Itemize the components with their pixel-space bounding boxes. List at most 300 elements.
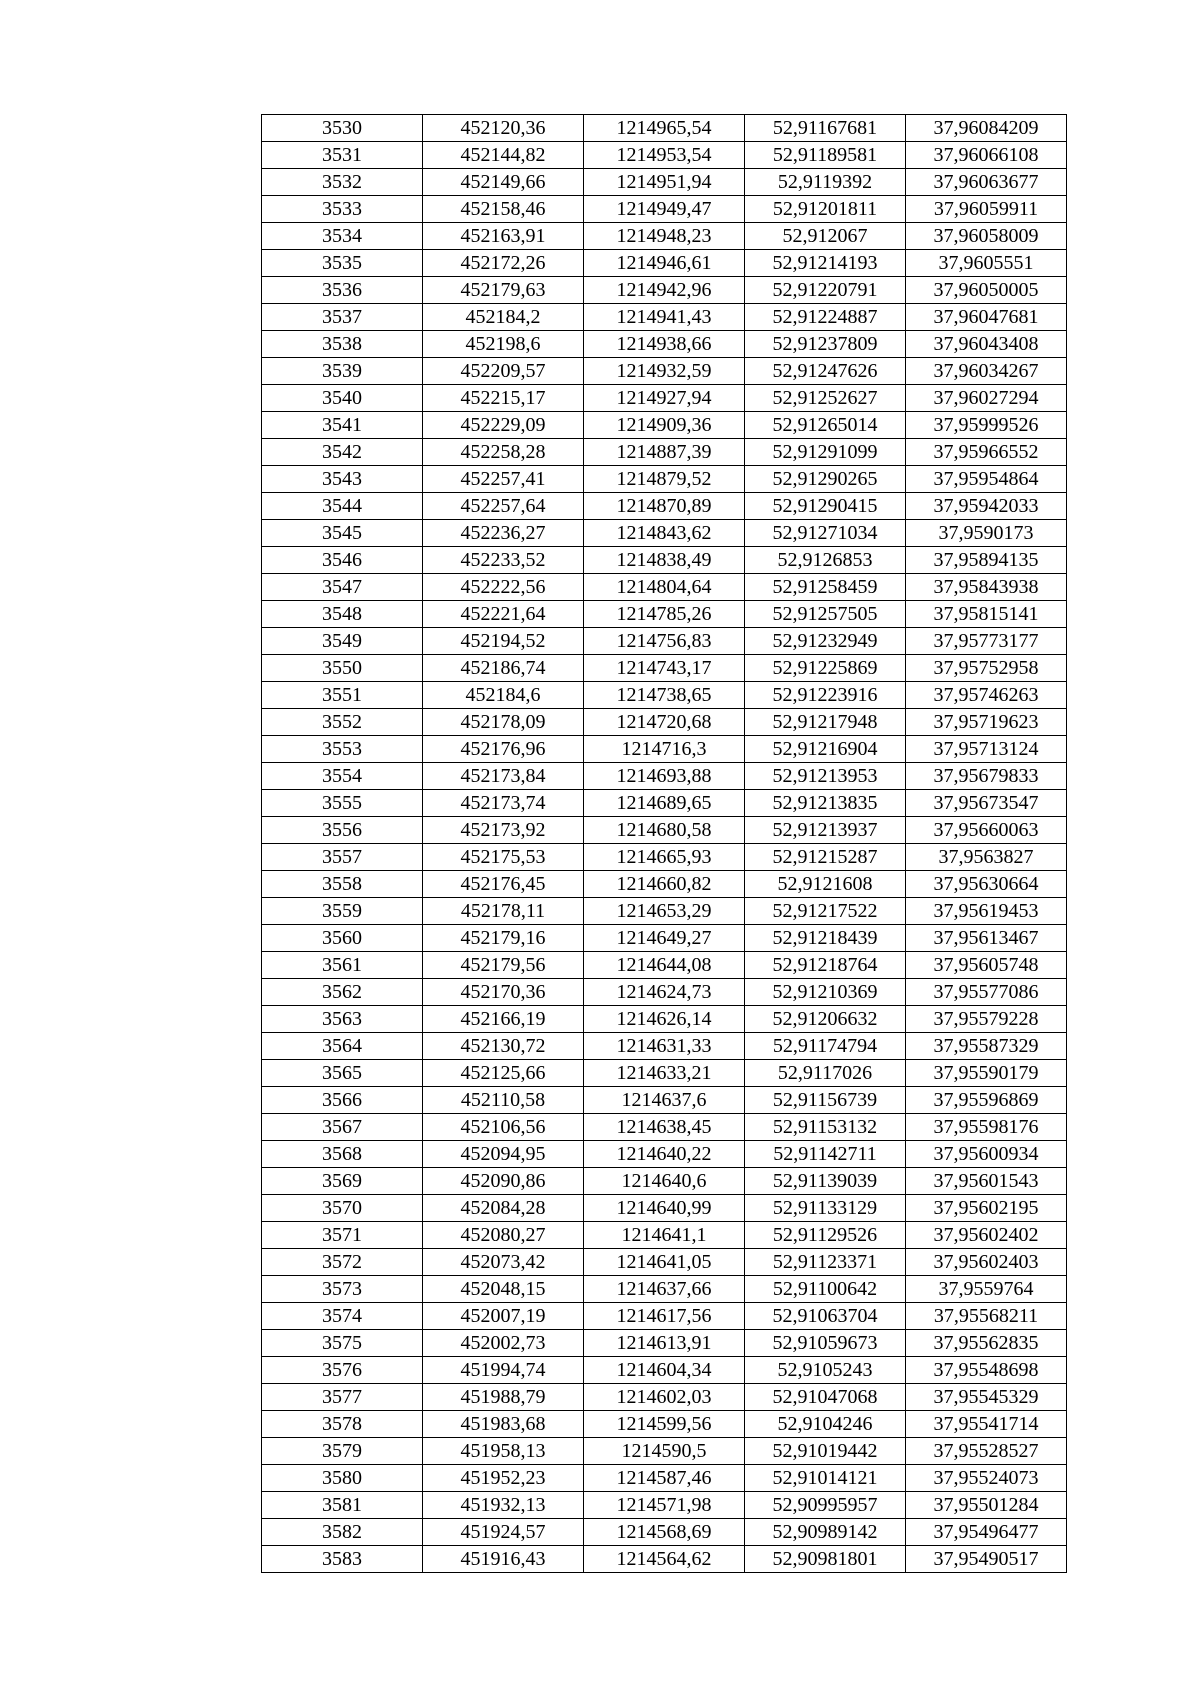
table-row xyxy=(262,1357,1067,1384)
table-cell-point-number: 3575 xyxy=(262,1330,423,1357)
table-cell-longitude: 37,95496477 xyxy=(906,1519,1067,1546)
table-cell-latitude: 52,9104246 xyxy=(745,1411,906,1438)
table-row xyxy=(262,277,1067,304)
table-cell-longitude: 37,95602403 xyxy=(906,1249,1067,1276)
table-cell-y-coordinate: 1214599,56 xyxy=(584,1411,745,1438)
table-cell-y-coordinate: 1214641,05 xyxy=(584,1249,745,1276)
table-cell-point-number: 3580 xyxy=(262,1465,423,1492)
table-row xyxy=(262,1087,1067,1114)
table-cell-x-coordinate: 451983,68 xyxy=(423,1411,584,1438)
table-cell-x-coordinate: 452184,6 xyxy=(423,682,584,709)
table-cell-point-number: 3543 xyxy=(262,466,423,493)
table-cell-longitude: 37,96050005 xyxy=(906,277,1067,304)
table-cell-y-coordinate: 1214941,43 xyxy=(584,304,745,331)
table-cell-latitude: 52,91059673 xyxy=(745,1330,906,1357)
table-cell-latitude: 52,91252627 xyxy=(745,385,906,412)
table-cell-point-number: 3533 xyxy=(262,196,423,223)
table-cell-latitude: 52,91213937 xyxy=(745,817,906,844)
table-cell-longitude: 37,95630664 xyxy=(906,871,1067,898)
table-row xyxy=(262,682,1067,709)
table-cell-longitude: 37,95598176 xyxy=(906,1114,1067,1141)
table-row xyxy=(262,520,1067,547)
table-cell-y-coordinate: 1214564,62 xyxy=(584,1546,745,1573)
table-cell-latitude: 52,91100642 xyxy=(745,1276,906,1303)
table-cell-y-coordinate: 1214637,6 xyxy=(584,1087,745,1114)
table-cell-point-number: 3548 xyxy=(262,601,423,628)
table-cell-y-coordinate: 1214938,66 xyxy=(584,331,745,358)
table-cell-y-coordinate: 1214644,08 xyxy=(584,952,745,979)
table-cell-latitude: 52,91218439 xyxy=(745,925,906,952)
table-cell-y-coordinate: 1214640,6 xyxy=(584,1168,745,1195)
table-cell-longitude: 37,95619453 xyxy=(906,898,1067,925)
table-row xyxy=(262,925,1067,952)
table-row xyxy=(262,412,1067,439)
table-cell-latitude: 52,91213835 xyxy=(745,790,906,817)
table-row xyxy=(262,979,1067,1006)
table-cell-longitude: 37,95596869 xyxy=(906,1087,1067,1114)
table-row xyxy=(262,196,1067,223)
table-cell-latitude: 52,91201811 xyxy=(745,196,906,223)
table-cell-latitude: 52,91014121 xyxy=(745,1465,906,1492)
table-cell-longitude: 37,95501284 xyxy=(906,1492,1067,1519)
table-cell-x-coordinate: 452209,57 xyxy=(423,358,584,385)
table-cell-longitude: 37,95490517 xyxy=(906,1546,1067,1573)
table-cell-point-number: 3540 xyxy=(262,385,423,412)
table-cell-latitude: 52,91153132 xyxy=(745,1114,906,1141)
table-cell-latitude: 52,91291099 xyxy=(745,439,906,466)
table-cell-latitude: 52,91225869 xyxy=(745,655,906,682)
table-cell-latitude: 52,91129526 xyxy=(745,1222,906,1249)
table-cell-latitude: 52,91217948 xyxy=(745,709,906,736)
table-cell-latitude: 52,912067 xyxy=(745,223,906,250)
table-cell-point-number: 3566 xyxy=(262,1087,423,1114)
table-cell-latitude: 52,91047068 xyxy=(745,1384,906,1411)
table-cell-y-coordinate: 1214879,52 xyxy=(584,466,745,493)
table-cell-y-coordinate: 1214909,36 xyxy=(584,412,745,439)
table-row xyxy=(262,790,1067,817)
table-cell-point-number: 3572 xyxy=(262,1249,423,1276)
table-cell-y-coordinate: 1214932,59 xyxy=(584,358,745,385)
table-cell-point-number: 3550 xyxy=(262,655,423,682)
table-cell-point-number: 3576 xyxy=(262,1357,423,1384)
table-row xyxy=(262,142,1067,169)
table-cell-latitude: 52,91123371 xyxy=(745,1249,906,1276)
table-cell-point-number: 3534 xyxy=(262,223,423,250)
table-cell-x-coordinate: 452172,26 xyxy=(423,250,584,277)
table-cell-x-coordinate: 452125,66 xyxy=(423,1060,584,1087)
table-cell-longitude: 37,95719623 xyxy=(906,709,1067,736)
table-row xyxy=(262,466,1067,493)
table-cell-longitude: 37,95815141 xyxy=(906,601,1067,628)
table-cell-y-coordinate: 1214587,46 xyxy=(584,1465,745,1492)
table-row xyxy=(262,1033,1067,1060)
table-cell-latitude: 52,90989142 xyxy=(745,1519,906,1546)
table-cell-y-coordinate: 1214927,94 xyxy=(584,385,745,412)
table-cell-x-coordinate: 451924,57 xyxy=(423,1519,584,1546)
table-cell-point-number: 3551 xyxy=(262,682,423,709)
table-cell-x-coordinate: 452221,64 xyxy=(423,601,584,628)
table-cell-latitude: 52,91247626 xyxy=(745,358,906,385)
table-cell-latitude: 52,91271034 xyxy=(745,520,906,547)
table-cell-longitude: 37,9559764 xyxy=(906,1276,1067,1303)
table-row xyxy=(262,1519,1067,1546)
table-cell-latitude: 52,91156739 xyxy=(745,1087,906,1114)
table-cell-longitude: 37,95528527 xyxy=(906,1438,1067,1465)
table-cell-x-coordinate: 451958,13 xyxy=(423,1438,584,1465)
table-cell-longitude: 37,95713124 xyxy=(906,736,1067,763)
table-cell-point-number: 3555 xyxy=(262,790,423,817)
table-cell-latitude: 52,90995957 xyxy=(745,1492,906,1519)
table-cell-point-number: 3530 xyxy=(262,115,423,142)
table-cell-y-coordinate: 1214571,98 xyxy=(584,1492,745,1519)
table-cell-point-number: 3541 xyxy=(262,412,423,439)
table-cell-x-coordinate: 452173,92 xyxy=(423,817,584,844)
table-cell-longitude: 37,95605748 xyxy=(906,952,1067,979)
table-cell-longitude: 37,95524073 xyxy=(906,1465,1067,1492)
table-cell-longitude: 37,96027294 xyxy=(906,385,1067,412)
table-row xyxy=(262,250,1067,277)
table-cell-point-number: 3561 xyxy=(262,952,423,979)
table-cell-y-coordinate: 1214953,54 xyxy=(584,142,745,169)
table-cell-y-coordinate: 1214689,65 xyxy=(584,790,745,817)
table-cell-point-number: 3544 xyxy=(262,493,423,520)
table-cell-latitude: 52,91290265 xyxy=(745,466,906,493)
table-cell-x-coordinate: 452163,91 xyxy=(423,223,584,250)
coordinates-table-body xyxy=(262,115,1067,1573)
table-cell-x-coordinate: 452173,84 xyxy=(423,763,584,790)
table-cell-x-coordinate: 452258,28 xyxy=(423,439,584,466)
table-cell-point-number: 3569 xyxy=(262,1168,423,1195)
table-cell-point-number: 3535 xyxy=(262,250,423,277)
table-cell-y-coordinate: 1214804,64 xyxy=(584,574,745,601)
table-cell-x-coordinate: 452170,36 xyxy=(423,979,584,1006)
coordinates-table xyxy=(261,114,1067,1573)
table-cell-y-coordinate: 1214660,82 xyxy=(584,871,745,898)
table-row xyxy=(262,1168,1067,1195)
table-cell-point-number: 3542 xyxy=(262,439,423,466)
table-cell-y-coordinate: 1214631,33 xyxy=(584,1033,745,1060)
table-cell-y-coordinate: 1214637,66 xyxy=(584,1276,745,1303)
table-cell-point-number: 3583 xyxy=(262,1546,423,1573)
table-cell-latitude: 52,91063704 xyxy=(745,1303,906,1330)
table-cell-x-coordinate: 451952,23 xyxy=(423,1465,584,1492)
table-cell-longitude: 37,95679833 xyxy=(906,763,1067,790)
table-cell-latitude: 52,91220791 xyxy=(745,277,906,304)
table-cell-x-coordinate: 452176,45 xyxy=(423,871,584,898)
table-cell-y-coordinate: 1214887,39 xyxy=(584,439,745,466)
table-row xyxy=(262,709,1067,736)
table-cell-y-coordinate: 1214640,22 xyxy=(584,1141,745,1168)
table-cell-point-number: 3553 xyxy=(262,736,423,763)
table-row xyxy=(262,169,1067,196)
table-cell-longitude: 37,95942033 xyxy=(906,493,1067,520)
table-cell-longitude: 37,96034267 xyxy=(906,358,1067,385)
table-cell-point-number: 3570 xyxy=(262,1195,423,1222)
table-row xyxy=(262,304,1067,331)
table-row xyxy=(262,1465,1067,1492)
table-cell-longitude: 37,95602402 xyxy=(906,1222,1067,1249)
table-row xyxy=(262,1438,1067,1465)
table-row xyxy=(262,601,1067,628)
table-cell-longitude: 37,96047681 xyxy=(906,304,1067,331)
table-cell-latitude: 52,91257505 xyxy=(745,601,906,628)
table-cell-x-coordinate: 452179,16 xyxy=(423,925,584,952)
table-cell-x-coordinate: 452173,74 xyxy=(423,790,584,817)
table-cell-point-number: 3537 xyxy=(262,304,423,331)
table-cell-y-coordinate: 1214626,14 xyxy=(584,1006,745,1033)
table-cell-longitude: 37,95568211 xyxy=(906,1303,1067,1330)
table-cell-y-coordinate: 1214624,73 xyxy=(584,979,745,1006)
table-cell-longitude: 37,95590179 xyxy=(906,1060,1067,1087)
table-row xyxy=(262,1060,1067,1087)
table-cell-longitude: 37,96059911 xyxy=(906,196,1067,223)
table-cell-x-coordinate: 452073,42 xyxy=(423,1249,584,1276)
table-cell-y-coordinate: 1214946,61 xyxy=(584,250,745,277)
table-cell-longitude: 37,95773177 xyxy=(906,628,1067,655)
table-cell-point-number: 3539 xyxy=(262,358,423,385)
table-cell-x-coordinate: 452080,27 xyxy=(423,1222,584,1249)
table-cell-x-coordinate: 452236,27 xyxy=(423,520,584,547)
table-cell-x-coordinate: 452215,17 xyxy=(423,385,584,412)
table-row xyxy=(262,871,1067,898)
table-cell-latitude: 52,91133129 xyxy=(745,1195,906,1222)
table-cell-point-number: 3538 xyxy=(262,331,423,358)
table-cell-latitude: 52,91217522 xyxy=(745,898,906,925)
table-cell-x-coordinate: 452149,66 xyxy=(423,169,584,196)
table-cell-point-number: 3546 xyxy=(262,547,423,574)
table-cell-x-coordinate: 452176,96 xyxy=(423,736,584,763)
table-cell-x-coordinate: 452002,73 xyxy=(423,1330,584,1357)
table-cell-longitude: 37,95894135 xyxy=(906,547,1067,574)
table-cell-longitude: 37,96066108 xyxy=(906,142,1067,169)
table-cell-point-number: 3558 xyxy=(262,871,423,898)
table-cell-longitude: 37,96058009 xyxy=(906,223,1067,250)
table-cell-latitude: 52,9117026 xyxy=(745,1060,906,1087)
table-cell-x-coordinate: 452179,56 xyxy=(423,952,584,979)
table-cell-latitude: 52,9105243 xyxy=(745,1357,906,1384)
table-cell-y-coordinate: 1214942,96 xyxy=(584,277,745,304)
table-cell-point-number: 3564 xyxy=(262,1033,423,1060)
table-cell-point-number: 3557 xyxy=(262,844,423,871)
table-cell-point-number: 3547 xyxy=(262,574,423,601)
table-cell-longitude: 37,96063677 xyxy=(906,169,1067,196)
table-cell-latitude: 52,91142711 xyxy=(745,1141,906,1168)
table-cell-longitude: 37,95601543 xyxy=(906,1168,1067,1195)
table-cell-point-number: 3571 xyxy=(262,1222,423,1249)
table-cell-x-coordinate: 452257,41 xyxy=(423,466,584,493)
table-cell-x-coordinate: 451994,74 xyxy=(423,1357,584,1384)
table-cell-y-coordinate: 1214665,93 xyxy=(584,844,745,871)
table-cell-point-number: 3568 xyxy=(262,1141,423,1168)
table-cell-longitude: 37,95613467 xyxy=(906,925,1067,952)
table-cell-latitude: 52,91139039 xyxy=(745,1168,906,1195)
table-cell-latitude: 52,91189581 xyxy=(745,142,906,169)
table-cell-latitude: 52,91216904 xyxy=(745,736,906,763)
table-cell-latitude: 52,9126853 xyxy=(745,547,906,574)
table-row xyxy=(262,1330,1067,1357)
table-cell-latitude: 52,91290415 xyxy=(745,493,906,520)
table-cell-y-coordinate: 1214843,62 xyxy=(584,520,745,547)
table-cell-y-coordinate: 1214951,94 xyxy=(584,169,745,196)
table-row xyxy=(262,952,1067,979)
table-row xyxy=(262,1141,1067,1168)
table-row xyxy=(262,358,1067,385)
table-cell-x-coordinate: 452158,46 xyxy=(423,196,584,223)
table-cell-longitude: 37,9605551 xyxy=(906,250,1067,277)
table-cell-y-coordinate: 1214680,58 xyxy=(584,817,745,844)
table-cell-longitude: 37,95602195 xyxy=(906,1195,1067,1222)
table-row xyxy=(262,574,1067,601)
table-cell-y-coordinate: 1214743,17 xyxy=(584,655,745,682)
table-cell-longitude: 37,95954864 xyxy=(906,466,1067,493)
table-row xyxy=(262,898,1067,925)
table-row xyxy=(262,331,1067,358)
table-cell-point-number: 3559 xyxy=(262,898,423,925)
table-cell-x-coordinate: 452233,52 xyxy=(423,547,584,574)
table-row xyxy=(262,1276,1067,1303)
table-cell-y-coordinate: 1214633,21 xyxy=(584,1060,745,1087)
table-cell-y-coordinate: 1214838,49 xyxy=(584,547,745,574)
table-row xyxy=(262,844,1067,871)
table-cell-x-coordinate: 452222,56 xyxy=(423,574,584,601)
table-cell-x-coordinate: 452084,28 xyxy=(423,1195,584,1222)
table-cell-point-number: 3574 xyxy=(262,1303,423,1330)
table-row xyxy=(262,1492,1067,1519)
table-cell-point-number: 3532 xyxy=(262,169,423,196)
table-cell-y-coordinate: 1214590,5 xyxy=(584,1438,745,1465)
table-cell-longitude: 37,96084209 xyxy=(906,115,1067,142)
table-row xyxy=(262,1114,1067,1141)
table-row xyxy=(262,1411,1067,1438)
table-row xyxy=(262,1222,1067,1249)
table-cell-latitude: 52,91215287 xyxy=(745,844,906,871)
table-cell-y-coordinate: 1214870,89 xyxy=(584,493,745,520)
table-row xyxy=(262,223,1067,250)
table-cell-point-number: 3563 xyxy=(262,1006,423,1033)
table-cell-longitude: 37,95545329 xyxy=(906,1384,1067,1411)
table-cell-x-coordinate: 452229,09 xyxy=(423,412,584,439)
table-row xyxy=(262,1303,1067,1330)
table-cell-longitude: 37,95966552 xyxy=(906,439,1067,466)
table-cell-latitude: 52,91019442 xyxy=(745,1438,906,1465)
table-cell-point-number: 3565 xyxy=(262,1060,423,1087)
table-row xyxy=(262,817,1067,844)
table-cell-latitude: 52,91232949 xyxy=(745,628,906,655)
table-cell-x-coordinate: 452110,58 xyxy=(423,1087,584,1114)
table-cell-x-coordinate: 452106,56 xyxy=(423,1114,584,1141)
table-cell-y-coordinate: 1214785,26 xyxy=(584,601,745,628)
table-cell-y-coordinate: 1214640,99 xyxy=(584,1195,745,1222)
table-cell-latitude: 52,91210369 xyxy=(745,979,906,1006)
table-cell-longitude: 37,9590173 xyxy=(906,520,1067,547)
table-row xyxy=(262,763,1067,790)
table-cell-point-number: 3562 xyxy=(262,979,423,1006)
table-row xyxy=(262,385,1067,412)
table-cell-y-coordinate: 1214653,29 xyxy=(584,898,745,925)
table-cell-longitude: 37,95999526 xyxy=(906,412,1067,439)
table-row xyxy=(262,1384,1067,1411)
table-cell-y-coordinate: 1214756,83 xyxy=(584,628,745,655)
table-row xyxy=(262,1249,1067,1276)
table-cell-x-coordinate: 452186,74 xyxy=(423,655,584,682)
table-cell-x-coordinate: 452166,19 xyxy=(423,1006,584,1033)
table-cell-x-coordinate: 452144,82 xyxy=(423,142,584,169)
table-row xyxy=(262,628,1067,655)
table-cell-y-coordinate: 1214638,45 xyxy=(584,1114,745,1141)
table-cell-point-number: 3545 xyxy=(262,520,423,547)
table-cell-x-coordinate: 451916,43 xyxy=(423,1546,584,1573)
table-cell-y-coordinate: 1214568,69 xyxy=(584,1519,745,1546)
table-cell-longitude: 37,9563827 xyxy=(906,844,1067,871)
table-cell-y-coordinate: 1214965,54 xyxy=(584,115,745,142)
table-cell-latitude: 52,91218764 xyxy=(745,952,906,979)
table-cell-y-coordinate: 1214948,23 xyxy=(584,223,745,250)
table-row xyxy=(262,736,1067,763)
table-cell-x-coordinate: 452094,95 xyxy=(423,1141,584,1168)
table-row xyxy=(262,547,1067,574)
table-cell-y-coordinate: 1214617,56 xyxy=(584,1303,745,1330)
table-cell-x-coordinate: 452178,11 xyxy=(423,898,584,925)
table-cell-point-number: 3556 xyxy=(262,817,423,844)
table-cell-latitude: 52,91206632 xyxy=(745,1006,906,1033)
table-cell-point-number: 3560 xyxy=(262,925,423,952)
table-cell-x-coordinate: 452194,52 xyxy=(423,628,584,655)
table-cell-y-coordinate: 1214949,47 xyxy=(584,196,745,223)
table-cell-longitude: 37,95541714 xyxy=(906,1411,1067,1438)
table-cell-latitude: 52,91174794 xyxy=(745,1033,906,1060)
table-cell-latitude: 52,91258459 xyxy=(745,574,906,601)
table-cell-point-number: 3567 xyxy=(262,1114,423,1141)
table-cell-latitude: 52,91224887 xyxy=(745,304,906,331)
table-row xyxy=(262,1195,1067,1222)
table-cell-x-coordinate: 452007,19 xyxy=(423,1303,584,1330)
table-cell-x-coordinate: 452048,15 xyxy=(423,1276,584,1303)
table-cell-longitude: 37,95600934 xyxy=(906,1141,1067,1168)
table-cell-x-coordinate: 451988,79 xyxy=(423,1384,584,1411)
table-cell-longitude: 37,95579228 xyxy=(906,1006,1067,1033)
table-cell-longitude: 37,95577086 xyxy=(906,979,1067,1006)
table-cell-longitude: 37,95752958 xyxy=(906,655,1067,682)
table-row xyxy=(262,1546,1067,1573)
table-cell-point-number: 3581 xyxy=(262,1492,423,1519)
table-cell-y-coordinate: 1214720,68 xyxy=(584,709,745,736)
table-row xyxy=(262,115,1067,142)
table-cell-y-coordinate: 1214693,88 xyxy=(584,763,745,790)
table-cell-point-number: 3531 xyxy=(262,142,423,169)
table-cell-latitude: 52,91237809 xyxy=(745,331,906,358)
table-row xyxy=(262,1006,1067,1033)
table-cell-point-number: 3573 xyxy=(262,1276,423,1303)
table-cell-longitude: 37,95548698 xyxy=(906,1357,1067,1384)
table-cell-x-coordinate: 452120,36 xyxy=(423,115,584,142)
table-cell-latitude: 52,91167681 xyxy=(745,115,906,142)
table-cell-y-coordinate: 1214613,91 xyxy=(584,1330,745,1357)
table-cell-latitude: 52,9121608 xyxy=(745,871,906,898)
table-cell-point-number: 3578 xyxy=(262,1411,423,1438)
table-cell-point-number: 3536 xyxy=(262,277,423,304)
table-cell-longitude: 37,95660063 xyxy=(906,817,1067,844)
table-cell-y-coordinate: 1214716,3 xyxy=(584,736,745,763)
table-cell-y-coordinate: 1214649,27 xyxy=(584,925,745,952)
table-cell-latitude: 52,90981801 xyxy=(745,1546,906,1573)
table-cell-x-coordinate: 452090,86 xyxy=(423,1168,584,1195)
table-cell-y-coordinate: 1214602,03 xyxy=(584,1384,745,1411)
table-cell-x-coordinate: 452175,53 xyxy=(423,844,584,871)
table-cell-point-number: 3577 xyxy=(262,1384,423,1411)
table-cell-x-coordinate: 452130,72 xyxy=(423,1033,584,1060)
table-cell-x-coordinate: 452178,09 xyxy=(423,709,584,736)
table-cell-longitude: 37,95673547 xyxy=(906,790,1067,817)
